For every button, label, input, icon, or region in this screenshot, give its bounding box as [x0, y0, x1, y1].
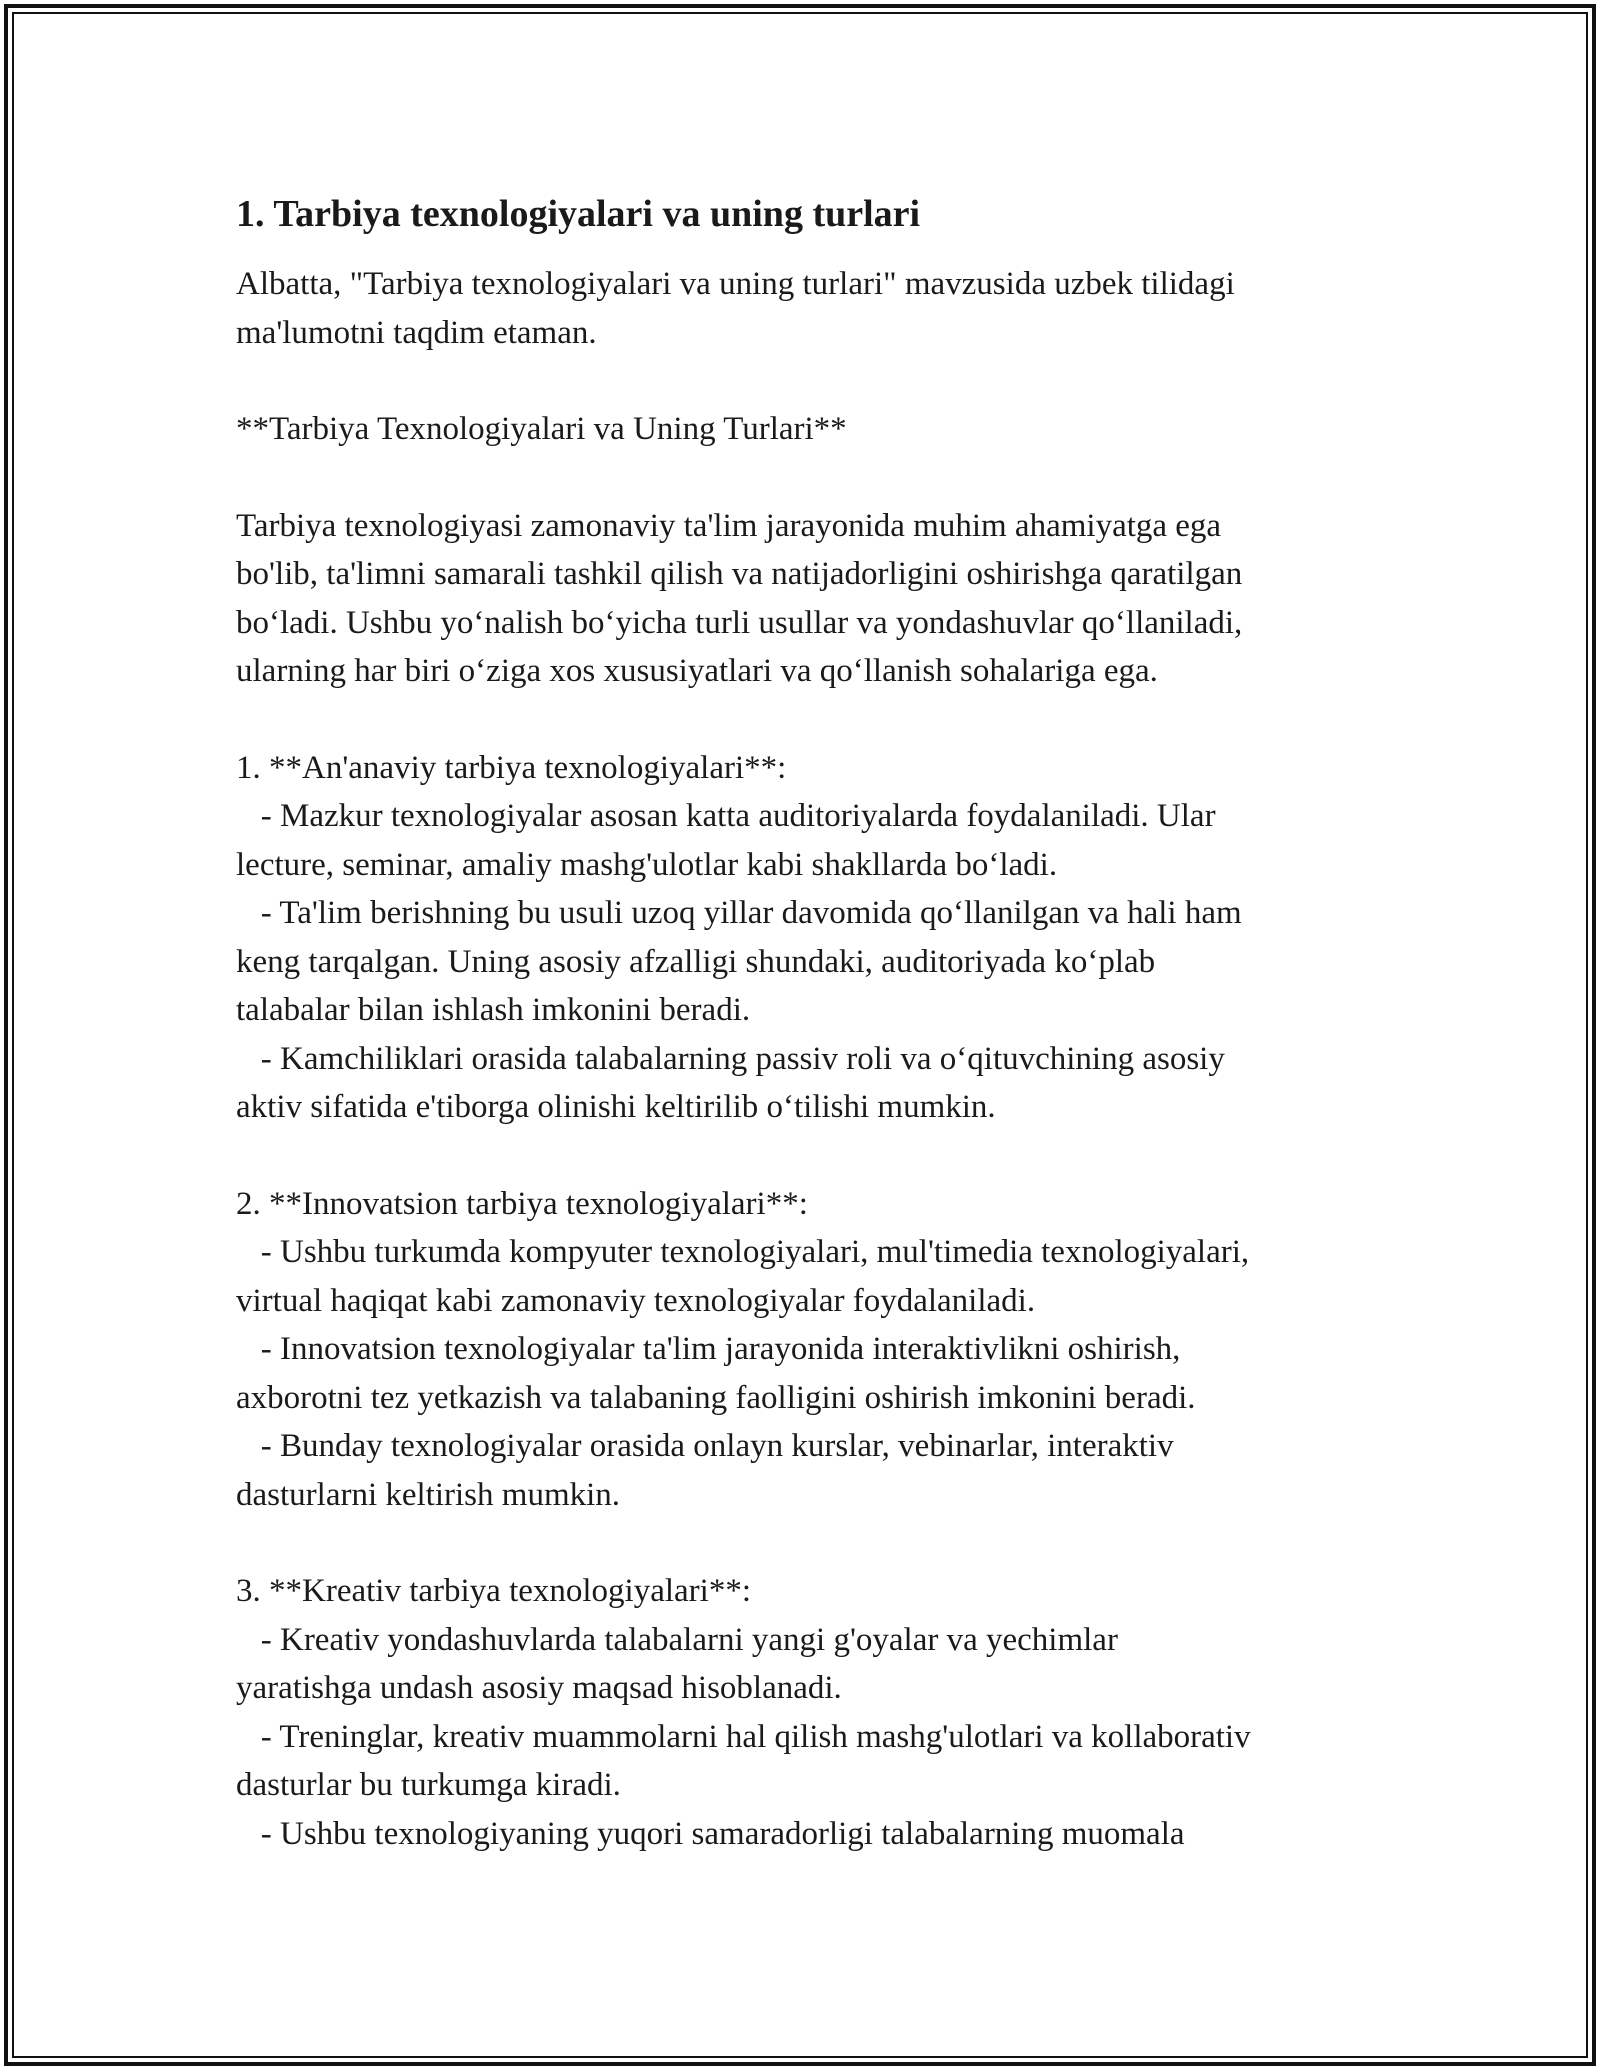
text-line: bo‘ladi. Ushbu yo‘nalish bo‘yicha turli usullar va yondashuvlar qo‘llaniladi, [236, 604, 1243, 641]
list-item-traditional [236, 744, 1416, 1132]
text-line: Tarbiya texnologiyasi zamonaviy ta'lim jarayonida muhim ahamiyatga ega [236, 507, 1222, 544]
text-line: ma'lumotni taqdim etaman. [236, 314, 597, 351]
text-line: Albatta, "Tarbiya texnologiyalari va uning turlari" mavzusida uzbek tilidagi [236, 266, 1235, 302]
text-line: dasturlarni keltirish mumkin. [236, 1476, 621, 1513]
text-line: - Bunday texnologiyalar orasida onlayn kurslar, vebinarlar, interaktiv [236, 1428, 1174, 1464]
text-line: - Kreativ yondashuvlarda talabalarni yangi g'oyalar va yechimlar [236, 1621, 1118, 1658]
text-line: - Treninglar, kreativ muammolarni hal qilish mashg'ulotlari va kollaborativ [236, 1718, 1251, 1755]
text-line: aktiv sifatida e'tiborga olinishi keltirilib o‘tilishi mumkin. [236, 1089, 996, 1125]
text-line: - Ushbu turkumda kompyuter texnologiyalari, mul'timedia texnologiyalari, [236, 1234, 1250, 1270]
text-line: dasturlar bu turkumga kiradi. [236, 1767, 621, 1803]
text-line: lecture, seminar, amaliy mashg'ulotlar kabi shakllarda bo‘ladi. [236, 846, 1058, 883]
overview-paragraph [236, 502, 1416, 696]
text-line: 3. **Kreativ tarbiya texnologiyalari**: [236, 1573, 752, 1609]
text-line: - Ta'lim berishning bu usuli uzoq yillar davomida qo‘llanilgan va hali ham [236, 895, 1242, 931]
text-line: axborotni tez yetkazish va talabaning faolligini oshirish imkonini beradi. [236, 1379, 1196, 1416]
text-line: yaratishga undash asosiy maqsad hisoblanadi. [236, 1670, 842, 1706]
document-title: 1. Tarbiya texnologiyalari va uning turlari [236, 193, 921, 235]
text-line: 1. **An'anaviy tarbiya texnologiyalari**: [236, 749, 787, 786]
text-line: talabalar bilan ishlash imkonini beradi. [236, 992, 751, 1028]
text-line: virtual haqiqat kabi zamonaviy texnologiyalar foydalaniladi. [236, 1282, 1036, 1319]
text-line: - Ushbu texnologiyaning yuqori samaradorligi talabalarning muomala [236, 1815, 1185, 1852]
intro-paragraph [236, 260, 1416, 357]
text-line: - Kamchiliklari orasida talabalarning passiv roli va o‘qituvchining asosiy [236, 1040, 1225, 1077]
text-line: - Mazkur texnologiyalar asosan katta auditoriyalarda foydalaniladi. Ular [236, 798, 1216, 834]
text-line: keng tarqalgan. Uning asosiy afzalligi shundaki, auditoriyada ko‘plab [236, 943, 1156, 980]
text-line: ularning har biri o‘ziga xos xususiyatlari va qo‘llanish sohalariga ega. [236, 653, 1158, 689]
text-line: **Tarbiya Texnologiyalari va Uning Turlari** [236, 411, 847, 447]
text-line: 2. **Innovatsion tarbiya texnologiyalari**: [236, 1185, 808, 1222]
document-body [236, 186, 1416, 1858]
section-heading [236, 405, 1416, 454]
text-line: bo'lib, ta'limni samarali tashkil qilish va natijadorligini oshirishga qaratilgan [236, 556, 1243, 592]
list-item-creative [236, 1567, 1416, 1858]
text-line: - Innovatsion texnologiyalar ta'lim jarayonida interaktivlikni oshirish, [236, 1331, 1181, 1367]
list-item-innovative [236, 1180, 1416, 1520]
